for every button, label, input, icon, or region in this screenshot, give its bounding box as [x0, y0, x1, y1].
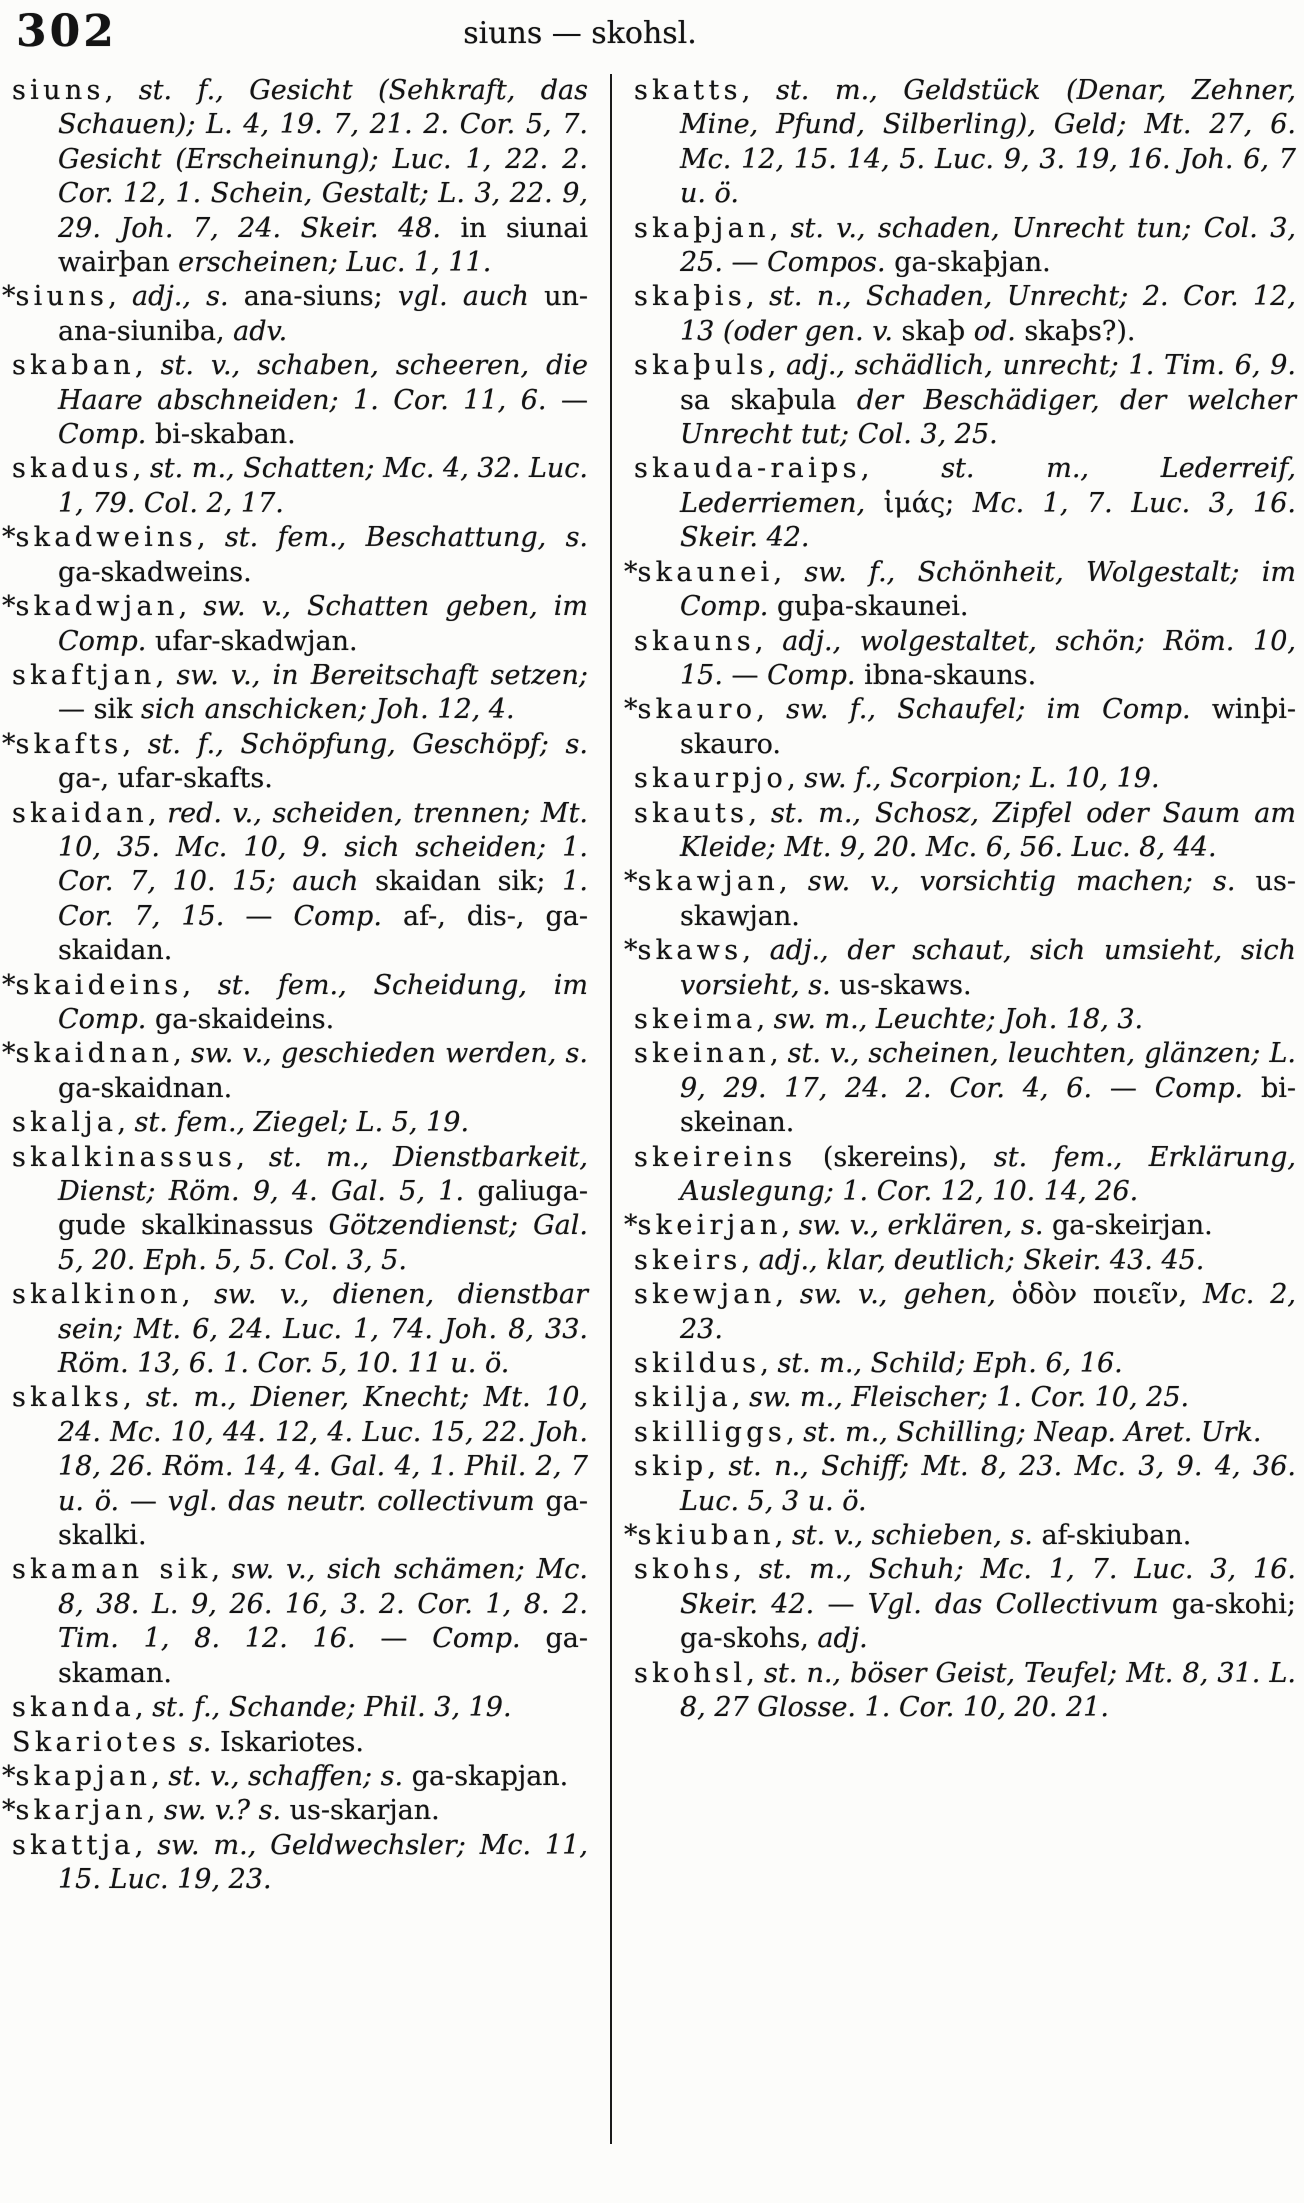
- entry-text-italic: st. f., Schande; Phil. 3, 19.: [152, 1692, 512, 1724]
- entry-text-roman: —: [380, 1623, 433, 1655]
- entry-text-roman: ga-skaideins.: [154, 1003, 335, 1035]
- entry-text-italic: vgl. auch: [397, 281, 545, 313]
- entry-text-italic: Comp.: [293, 900, 403, 932]
- entry-text-italic: sw. m., Geldwechsler; Mc. 11, 15. Luc. 19, 23.: [58, 1829, 588, 1896]
- dictionary-entry: [634, 1416, 1296, 1450]
- entry-text-roman: af-, dis-, ga-skaidan.: [58, 900, 589, 967]
- entry-text-italic: st. n., Schiff; Mt. 8, 23. Mc. 3, 9. 4, 36. Luc. 5, 3 u. ö.: [680, 1451, 1296, 1517]
- headword: skaban: [12, 350, 136, 382]
- entry-text-italic: adj.: [817, 1623, 868, 1655]
- entry-text-roman: —: [827, 1588, 868, 1620]
- headword: skaþis: [634, 281, 747, 313]
- entry-text-italic: st. m., Schosz, Zipfel oder Saum am Kleide; Mt. 9, 20. Mc. 6, 56. Luc. 8, 44.: [680, 797, 1296, 863]
- entry-text-italic: sw. f., Schaufel; im Comp.: [786, 694, 1212, 726]
- dictionary-entry: [634, 349, 1296, 452]
- headword: skilja: [634, 1382, 732, 1414]
- entry-text-roman: ,: [760, 1348, 778, 1380]
- headword: skatts: [634, 75, 742, 106]
- dictionary-entry: [624, 865, 1296, 934]
- running-head: siuns — skohsl.: [463, 16, 697, 51]
- entry-text-italic: sw. f., Schönheit, Wolgestalt; im Comp.: [680, 556, 1297, 623]
- entry-text-roman: (skereins),: [796, 1141, 994, 1173]
- dictionary-entry: [634, 762, 1296, 796]
- entry-text-roman: ,: [181, 1279, 215, 1311]
- entry-text-roman: ,: [748, 797, 771, 829]
- dictionary-entry: [634, 625, 1296, 694]
- dictionary-entry: [2, 969, 589, 1038]
- entry-text-roman: ,: [182, 969, 218, 1001]
- dictionary-entry: [634, 280, 1296, 349]
- headword: skalkinassus: [12, 1141, 237, 1173]
- headword: skaurpjo: [634, 763, 788, 795]
- entry-text-roman: Iskariotes.: [219, 1726, 364, 1758]
- entry-text-italic: st. fem., Scheidung, im Comp.: [58, 969, 589, 1035]
- entry-text-roman: ,: [132, 453, 150, 485]
- entry-text-roman: in siunai wairþan: [58, 212, 589, 279]
- entry-text-roman: ,: [236, 1141, 269, 1173]
- entry-text-italic: st. m., Geldstück (Denar, Zehner, Mine, Pfund, Silberling), Geld; Mt. 27, 6. Mc. 12, 15. 14, 5. Luc. 9, 3. 19, 16. Joh. 6, 7 u. ö.: [680, 75, 1296, 210]
- entry-text-greek: ὁδὸν ποιεῖν: [1011, 1279, 1179, 1311]
- entry-text-italic: od.: [973, 315, 1025, 347]
- entry-text-italic: sw. v., gehen,: [799, 1279, 1012, 1311]
- entry-text-italic: st. n., böser Geist, Teufel; Mt. 8, 31. L. 8, 27 Glosse. 1. Cor. 10, 20. 21.: [680, 1657, 1297, 1724]
- entry-text-roman: —: [561, 384, 588, 416]
- headword: siuns: [12, 75, 105, 106]
- entry-text-roman: sa skaþula: [680, 384, 857, 416]
- reconstructed-form-star: *: [2, 1038, 16, 1070]
- entry-text-italic: erscheinen; Luc. 1, 11.: [178, 247, 492, 279]
- headword: skalks: [12, 1382, 124, 1414]
- entry-text-italic: Compos.: [767, 247, 895, 279]
- entry-text-roman: ,: [1178, 1279, 1203, 1311]
- dictionary-entry: [2, 1760, 588, 1794]
- page-number: 302: [16, 6, 117, 57]
- entry-text-roman: ,: [781, 1210, 799, 1242]
- entry-text-italic: Mc. 2, 23.: [680, 1279, 1296, 1345]
- entry-text-italic: sw. v., dienen, dienstbar sein; Mt. 6, 24. Luc. 1, 74. Joh. 8, 33. Röm. 13, 6. 1. Cor. 5, 10. 11 u. ö.: [58, 1279, 588, 1380]
- headword: skaþjan: [634, 212, 770, 244]
- headword: skeinan: [634, 1038, 770, 1070]
- entry-text-roman: bi-skaban.: [154, 419, 296, 451]
- entry-text-roman: us-skarjan.: [289, 1795, 440, 1827]
- entry-text-roman: ,: [117, 1107, 135, 1139]
- entry-text-roman: ga-skaman.: [58, 1623, 588, 1689]
- dictionary-entry: [624, 934, 1296, 1003]
- dictionary-entry: [634, 452, 1296, 555]
- dictionary-entry: [624, 693, 1296, 762]
- entry-text-roman: —: [731, 659, 768, 691]
- entry-text-italic: st. n., Schaden, Unrecht; 2. Cor. 12, 13 (oder gen. v.: [680, 281, 1296, 347]
- dictionary-entry: [634, 1381, 1296, 1415]
- reconstructed-form-star: *: [2, 281, 16, 313]
- entry-text-roman: ,: [756, 694, 787, 726]
- entry-text-roman: ;: [945, 487, 973, 519]
- entry-text-italic: adj., wolgestaltet, schön; Röm. 10, 15.: [680, 625, 1296, 691]
- entry-text-roman: ,: [769, 212, 791, 244]
- headword: skadweins: [15, 522, 197, 554]
- entry-text-italic: st. v., schaffen; s.: [168, 1760, 412, 1792]
- entry-text-roman: ,: [135, 350, 161, 382]
- headword: skildus: [634, 1348, 761, 1380]
- entry-text-roman: ,: [767, 350, 787, 382]
- dictionary-entry: [12, 1278, 588, 1381]
- entry-text-italic: Vgl. das Collectivum: [867, 1588, 1172, 1620]
- entry-text-italic: Comp.: [1154, 1072, 1261, 1104]
- reconstructed-form-star: *: [2, 1795, 16, 1827]
- dictionary-entry: [12, 1381, 588, 1553]
- entry-text-roman: ,: [108, 281, 133, 313]
- entry-text-italic: sw. v., vorsichtig machen; s.: [807, 866, 1256, 898]
- entry-text-roman: ,: [860, 453, 942, 485]
- dictionary-entry: [634, 1003, 1296, 1037]
- headword: skattja: [12, 1829, 135, 1861]
- reconstructed-form-star: *: [2, 969, 16, 1001]
- dictionary-entry: [2, 521, 589, 590]
- headword: skohsl: [634, 1657, 747, 1689]
- entry-text-italic: Mc. 1, 7. Luc. 3, 16. Skeir. 42.: [680, 487, 1296, 554]
- entry-text-roman: ,: [786, 1416, 804, 1448]
- entry-text-italic: sw. v., Schatten geben, im Comp.: [58, 591, 589, 657]
- dictionary-entry: [634, 1278, 1296, 1347]
- dictionary-entry: [634, 74, 1296, 212]
- entry-text-roman: guþa-skaunei.: [776, 591, 969, 623]
- dictionary-entry: [12, 452, 588, 521]
- headword: skeirs: [634, 1244, 742, 1276]
- entry-text-roman: ,: [731, 1382, 750, 1414]
- dictionary-entry: [634, 1244, 1296, 1278]
- entry-text-roman: ,: [155, 659, 177, 691]
- entry-text-roman: ga-skaidnan.: [58, 1072, 233, 1104]
- headword: skaunei: [637, 556, 774, 588]
- entry-text-roman: skaþs?).: [1024, 315, 1136, 347]
- entry-text-roman: ,: [774, 1520, 792, 1552]
- headword: skaidnan: [15, 1038, 174, 1070]
- dictionary-entry: [634, 797, 1296, 866]
- dictionary-entry: [634, 1037, 1296, 1140]
- reconstructed-form-star: *: [624, 1210, 638, 1242]
- entry-text-roman: skaidan sik;: [375, 866, 563, 898]
- entry-text-roman: ,: [122, 728, 148, 760]
- entry-text-roman: ,: [211, 1554, 232, 1586]
- entry-text-roman: ,: [123, 1382, 147, 1414]
- dictionary-entry: [12, 1829, 588, 1898]
- entry-text-roman: ga-skadweins.: [58, 556, 252, 588]
- entry-text-roman: galiuga-gude skalkinassus: [58, 1176, 588, 1242]
- headword: skilliggs: [634, 1416, 787, 1448]
- entry-text-roman: winþi-skauro.: [680, 694, 1296, 760]
- entry-text-roman: ga-skeirjan.: [1052, 1210, 1213, 1242]
- entry-text-italic: st. v., schaden, Unrecht tun; Col. 3, 25.: [680, 212, 1296, 279]
- entry-text-italic: st. fem., Ziegel; L. 5, 19.: [134, 1107, 470, 1139]
- entry-text-roman: ,: [746, 281, 770, 313]
- dictionary-entry: [624, 1519, 1296, 1553]
- entry-text-italic: Comp.: [432, 1623, 546, 1655]
- dictionary-entry: [2, 280, 589, 349]
- dictionary-entry: [2, 590, 589, 659]
- entry-text-italic: vgl. das neutr. collectivum: [167, 1485, 546, 1517]
- dictionary-entry: [12, 1141, 588, 1279]
- entry-text-italic: sw. v., erklären, s.: [798, 1210, 1052, 1242]
- headword: skaþuls: [634, 350, 768, 382]
- entry-text-roman: ,: [754, 625, 783, 657]
- entry-text-italic: st. m., Schuh; Mc. 1, 7. Luc. 3, 16. Skeir. 42.: [680, 1554, 1296, 1620]
- headword: skaws: [637, 935, 743, 967]
- headword: skeima: [634, 1003, 757, 1035]
- headword: skawjan: [637, 866, 780, 898]
- entry-text-roman: ,: [775, 1279, 800, 1311]
- dictionary-entry: [12, 74, 588, 280]
- dictionary-entry: [634, 1450, 1296, 1519]
- entry-text-roman: bi-skeinan.: [680, 1072, 1296, 1139]
- entry-text-roman: skaþ: [901, 315, 974, 347]
- entry-text-roman: ga-skalki.: [58, 1485, 588, 1552]
- entry-text-roman: ,: [147, 797, 168, 829]
- entry-text-roman: af-skiuban.: [1041, 1520, 1192, 1552]
- entry-text-italic: sich anschicken; Joh. 12, 4.: [141, 694, 515, 726]
- entry-text-roman: —: [129, 1485, 168, 1517]
- entry-text-roman: ,: [178, 591, 204, 623]
- reconstructed-form-star: *: [2, 522, 16, 554]
- entry-text-italic: st. f., Gesicht (Sehkraft, das Schauen); L. 4, 19. 7, 21. 2. Cor. 5, 7. Gesicht (Erscheinung); Luc. 1, 22. 2. Cor. 12, 1. Schein, Gestalt; L. 3, 22. 9, 29. Joh. 7, 24. Skeir. 48.: [58, 75, 588, 244]
- headword: skalja: [12, 1107, 118, 1139]
- dictionary-entry: [12, 797, 588, 969]
- headword: skarjan: [15, 1795, 147, 1827]
- entry-text-italic: sw. v., in Bereitschaft setzen;: [176, 659, 588, 691]
- entry-text-italic: der Beschädiger, der welcher Unrecht tut; Col. 3, 25.: [680, 384, 1296, 451]
- entry-text-italic: sw. v., geschieden werden, s.: [190, 1038, 588, 1070]
- entry-text-italic: sw. m., Fleischer; 1. Cor. 10, 25.: [749, 1382, 1190, 1414]
- reconstructed-form-star: *: [624, 1520, 638, 1552]
- entry-text-italic: st. v., schaben, scheeren, die Haare abschneiden; 1. Cor. 11, 6.: [58, 350, 588, 416]
- headword: skadwjan: [15, 591, 179, 623]
- headword: skalkinon: [12, 1279, 182, 1311]
- dictionary-entry: [634, 1141, 1296, 1210]
- entry-text-roman: un-ana-siuniba,: [58, 281, 589, 347]
- entry-text-roman: — sik: [58, 694, 142, 726]
- entry-text-roman: ,: [769, 1038, 788, 1070]
- entry-text-italic: Comp.: [767, 659, 865, 691]
- entry-text-roman: ga-skaþjan.: [894, 247, 1051, 279]
- reconstructed-form-star: *: [2, 1760, 16, 1792]
- entry-text-roman: ,: [146, 1795, 164, 1827]
- entry-text-roman: ,: [151, 1760, 169, 1792]
- entry-text-italic: s.: [180, 1726, 220, 1758]
- dictionary-entry: [12, 1726, 588, 1760]
- entry-text-roman: ,: [134, 1829, 158, 1861]
- headword: skaideins: [15, 969, 183, 1001]
- entry-text-italic: adv.: [233, 315, 288, 347]
- dictionary-entry: [624, 556, 1297, 625]
- headword: skaman sik: [12, 1554, 212, 1586]
- entry-text-italic: st. v., schieben, s.: [791, 1520, 1042, 1552]
- entry-text-roman: ,: [773, 556, 805, 588]
- entry-text-roman: —: [245, 900, 294, 932]
- entry-text-roman: ,: [746, 1657, 765, 1689]
- dictionary-entry: [12, 1691, 588, 1725]
- dictionary-entry: [634, 212, 1296, 281]
- entry-text-roman: ga-skapjan.: [411, 1760, 569, 1792]
- entry-text-roman: ,: [741, 75, 777, 106]
- headword: skauns: [634, 625, 755, 657]
- entry-text-italic: st. m., Schild; Eph. 6, 16.: [777, 1348, 1123, 1380]
- dictionary-entry: [12, 349, 588, 452]
- headword: skadus: [12, 453, 133, 485]
- headword: skauro: [637, 694, 757, 726]
- headword: skaftjan: [12, 659, 156, 691]
- entry-text-italic: adj., klar, deutlich; Skeir. 43. 45.: [758, 1244, 1205, 1276]
- entry-text-roman: us-skawjan.: [680, 866, 1296, 932]
- entry-text-greek: ἱμάς: [883, 487, 946, 519]
- entry-text-roman: ,: [779, 866, 808, 898]
- entry-text-italic: sw. v., sich schämen; Mc. 8, 38. L. 9, 26. 16, 3. 2. Cor. 1, 8. 2. Tim. 1, 8. 12. 16.: [58, 1554, 588, 1655]
- entry-text-italic: st. m., Dienstbarkeit, Dienst; Röm. 9, 4. Gal. 5, 1.: [58, 1141, 588, 1207]
- dictionary-entry: [634, 1657, 1296, 1726]
- entry-text-roman: ga-skohi; ga-skohs,: [680, 1588, 1296, 1655]
- headword: skaidan: [12, 797, 148, 829]
- reconstructed-form-star: *: [624, 935, 638, 967]
- entry-text-roman: ,: [135, 1692, 153, 1724]
- entry-text-italic: 1. Cor. 7, 15.: [58, 866, 588, 932]
- entry-text-roman: ga-, ufar-skafts.: [58, 763, 273, 795]
- right-column: [624, 74, 1297, 1726]
- entry-text-italic: st. fem., Erklärung, Auslegung; 1. Cor. 12, 10. 14, 26.: [680, 1141, 1296, 1207]
- headword: skauts: [634, 797, 749, 829]
- entry-text-italic: Götzendienst; Gal. 5, 20. Eph. 5, 5. Col. 3, 5.: [58, 1210, 588, 1276]
- reconstructed-form-star: *: [624, 866, 638, 898]
- entry-text-roman: ,: [756, 1003, 774, 1035]
- entry-text-roman: ,: [173, 1038, 191, 1070]
- reconstructed-form-star: *: [2, 591, 16, 623]
- entry-text-italic: st. m., Schilling; Neap. Aret. Urk.: [803, 1416, 1262, 1448]
- entry-text-italic: st. m., Schatten; Mc. 4, 32. Luc. 1, 79. Col. 2, 17.: [58, 453, 588, 519]
- dictionary-entry: [634, 1553, 1296, 1656]
- headword: skafts: [15, 728, 123, 760]
- entry-text-italic: st. v., scheinen, leuchten, glänzen; L. 9, 29. 17, 24. 2. Cor. 4, 6.: [680, 1038, 1296, 1104]
- dictionary-entry: [12, 1553, 588, 1691]
- entry-text-roman: ana-siuns;: [243, 281, 398, 313]
- headword: skanda: [12, 1692, 136, 1724]
- entry-text-roman: —: [1109, 1072, 1155, 1104]
- headword: siuns: [15, 281, 109, 313]
- headword: skapjan: [15, 1760, 152, 1792]
- entry-text-italic: st. m., Lederreif, Lederriemen,: [680, 453, 1296, 519]
- reconstructed-form-star: *: [2, 728, 16, 760]
- entry-text-italic: sw. v.? s.: [164, 1795, 290, 1827]
- column-divider-rule: [610, 74, 612, 2144]
- headword: skiuban: [637, 1520, 775, 1552]
- headword: skip: [634, 1451, 708, 1483]
- headword: skauda-raips: [634, 453, 861, 485]
- headword: skeireins: [634, 1141, 797, 1173]
- entry-text-italic: st. m., Diener, Knecht; Mt. 10, 24. Mc. 10, 44. 12, 4. Luc. 15, 22. Joh. 18, 26. Röm. 14, 4. Gal. 4, 1. Phil. 2, 7 u. ö.: [58, 1382, 588, 1517]
- entry-text-roman: ,: [742, 935, 770, 967]
- entry-text-italic: Comp.: [58, 419, 155, 451]
- entry-text-italic: st. fem., Beschattung, s.: [224, 522, 589, 554]
- entry-text-roman: ,: [787, 763, 805, 795]
- left-column: [2, 74, 589, 1898]
- dictionary-entry: [2, 1794, 588, 1828]
- entry-text-roman: —: [731, 247, 768, 279]
- entry-text-italic: adj., s.: [132, 281, 244, 313]
- headword: skewjan: [634, 1279, 776, 1311]
- dictionary-entry: [624, 1209, 1296, 1243]
- entry-text-italic: st. f., Schöpfung, Geschöpf; s.: [147, 728, 588, 760]
- dictionary-entry: [2, 728, 588, 797]
- entry-text-italic: red. v., scheiden, trennen; Mt. 10, 35. Mc. 10, 9. sich scheiden; 1. Cor. 7, 10. 15; auch: [58, 797, 588, 898]
- entry-text-roman: ,: [733, 1554, 759, 1586]
- entry-text-roman: ,: [104, 75, 139, 106]
- headword: Skariotes: [12, 1726, 181, 1758]
- entry-text-italic: adj., schädlich, unrecht; 1. Tim. 6, 9.: [786, 350, 1296, 382]
- entry-text-roman: ibna-skauns.: [864, 659, 1037, 691]
- entry-text-italic: adj., der schaut, sich umsieht, sich vorsieht, s.: [680, 935, 1296, 1001]
- headword: skohs: [634, 1554, 734, 1586]
- entry-text-italic: sw. m., Leuchte; Joh. 18, 3.: [773, 1003, 1144, 1035]
- dictionary-entry: [12, 1106, 588, 1140]
- dictionary-entry: [2, 1037, 588, 1106]
- entry-text-roman: ,: [741, 1244, 759, 1276]
- reconstructed-form-star: *: [624, 556, 638, 588]
- entry-text-roman: ,: [196, 522, 225, 554]
- headword: skeirjan: [637, 1210, 782, 1242]
- entry-text-roman: us-skaws.: [839, 969, 972, 1001]
- entry-text-roman: ,: [707, 1451, 729, 1483]
- dictionary-entry: [634, 1347, 1296, 1381]
- entry-text-italic: sw. f., Scorpion; L. 10, 19.: [804, 763, 1160, 795]
- reconstructed-form-star: *: [624, 694, 638, 726]
- dictionary-entry: [12, 659, 588, 728]
- entry-text-roman: ufar-skadwjan.: [154, 625, 358, 657]
